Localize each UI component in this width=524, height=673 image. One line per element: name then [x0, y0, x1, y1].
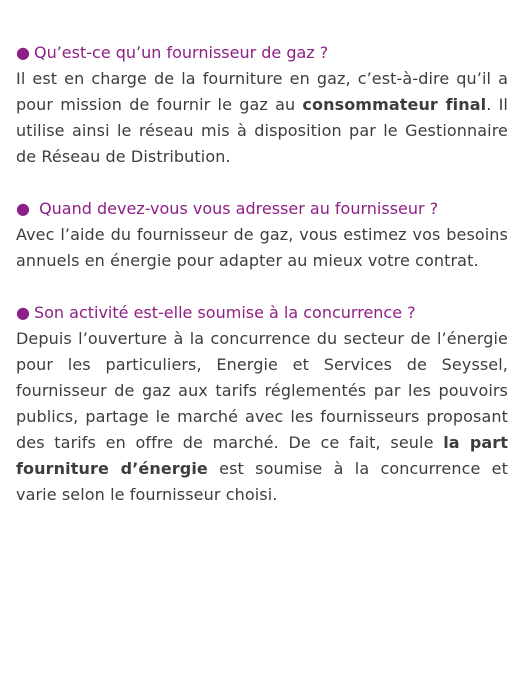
faq-answer — [16, 222, 508, 274]
faq-answer — [16, 326, 508, 508]
answer-emphasis: consommateur final — [302, 95, 487, 114]
faq-section-when-contact — [16, 196, 508, 274]
faq-answer — [16, 66, 508, 170]
faq-question-text: Qu’est-ce qu’un fournisseur de gaz ? — [33, 43, 329, 62]
faq-question — [16, 40, 508, 66]
answer-text: Depuis l’ouverture à la concurrence du secteur de l’énergie pour les particuliers, Energie et Services de Seyssel, fournisseur de gaz aux tarifs réglementés par les pouvoirs publics, partage le marché avec les fournisseurs proposant des tarifs en offre de marché. De ce fait, seule — [16, 329, 508, 452]
bullet-icon: ● — [16, 199, 30, 218]
faq-section-competition — [16, 300, 508, 508]
faq-question — [16, 300, 508, 326]
answer-text: . Il utilise ainsi le réseau mis à disposition par le Gestionnaire de Réseau de Distribution. — [16, 95, 508, 166]
bullet-icon: ● — [16, 43, 30, 62]
faq-question-text: Quand devez-vous vous adresser au fournisseur ? — [39, 199, 439, 218]
faq-question-text: Son activité est-elle soumise à la concurrence ? — [33, 303, 416, 322]
bullet-icon: ● — [16, 303, 30, 322]
answer-text: est soumise à la concurrence et varie selon le fournisseur choisi. — [16, 459, 508, 504]
answer-emphasis: la part fourniture d’énergie — [16, 433, 509, 478]
answer-text: Avec l’aide du fournisseur de gaz, vous estimez vos besoins annuels en énergie pour adapter au mieux votre contrat. — [16, 225, 508, 270]
faq-question — [16, 196, 508, 222]
faq-section-gas-supplier — [16, 40, 508, 170]
answer-text: Il est en charge de la fourniture en gaz, c’est-à-dire qu’il a pour mission de fournir le gaz au — [16, 69, 508, 114]
